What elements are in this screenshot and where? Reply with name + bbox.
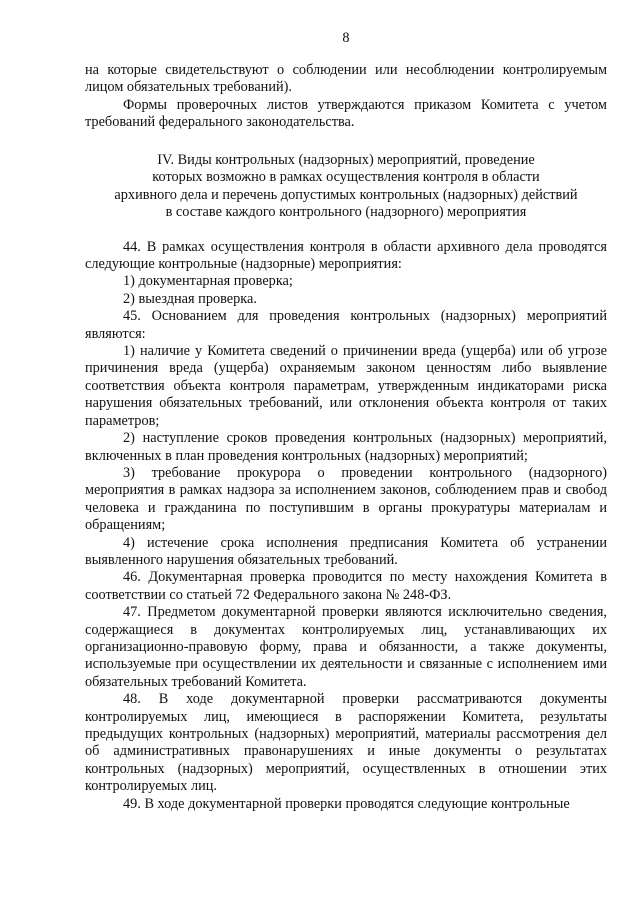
list-item-45-4: 4) истечение срока исполнения предписания Комитета об устранении выявленного нарушения обязательных требований.	[85, 534, 607, 568]
list-item-44-1: 1) документарная проверка;	[123, 273, 293, 290]
section-heading	[85, 152, 607, 222]
paragraph-46: 46. Документарная проверка проводится по месту нахождения Комитета в соответствии со статьей 72 Федерального закона № 248-ФЗ.	[85, 569, 607, 603]
list-item-45-2: 2) наступление сроков проведения контрольных (надзорных) мероприятий, включенных в план проведения контрольных (надзорных) мероприятий;	[85, 430, 607, 464]
intro-paragraph-continued: на которые свидетельствуют о соблюдении или несоблюдении контролируемым лицом обязательных требований).	[85, 62, 607, 96]
section-heading-line: архивного дела и перечень допустимых контрольных (надзорных) действий	[114, 186, 578, 203]
list-item-44-2: 2) выездная проверка.	[123, 290, 257, 307]
paragraph-44: 44. В рамках осуществления контроля в области архивного дела проводятся следующие контрольные (надзорные) мероприятия:	[85, 238, 607, 273]
section-heading-line: IV. Виды контрольных (надзорных) мероприятий, проведение	[157, 151, 535, 168]
page-number: 8	[342, 30, 350, 46]
list-item-45-3: 3) требование прокурора о проведении контрольного (надзорного) мероприятия в рамках надзора за исполнением законов, соблюдением прав и свобод человека и гражданина по поступившим в органы прокуратуры материалам и обращениям;	[85, 464, 607, 534]
paragraph-45: 45. Основанием для проведения контрольных (надзорных) мероприятий являются:	[85, 308, 607, 342]
paragraph-49: 49. В ходе документарной проверки проводятся следующие контрольные	[123, 795, 570, 812]
section-heading-line: в составе каждого контрольного (надзорного) мероприятия	[165, 204, 527, 221]
section-heading-line: которых возможно в рамках осуществления контроля в области	[152, 169, 540, 186]
paragraph-48: 48. В ходе документарной проверки рассматриваются документы контролируемых лиц, имеющиеся в распоряжении Комитета, результаты предыдущих контрольных (надзорных) мероприятий, материалы рассмотрения дел об административных правонарушениях и иные документы о результатах контрольных (надзорных) мероприятий, осуществленных в отношении этих контролируемых лиц.	[85, 691, 607, 795]
paragraph-47: 47. Предметом документарной проверки являются исключительно сведения, содержащиеся в документах контролируемых лиц, устанавливающих их организационно-правовую форму, права и обязанности, а также документы, используемые при осуществлении их деятельности и связанные с исполнением ими обязательных требований Комитета.	[85, 604, 607, 690]
list-item-45-1: 1) наличие у Комитета сведений о причинении вреда (ущерба) или об угрозе причинения вреда (ущерба) охраняемым законом ценностям либо выявление соответствия объекта контроля параметрам, утвержденным индикаторами риска нарушения обязательных требований, или отклонения объекта контроля от таких параметров;	[85, 343, 607, 429]
intro-paragraph-forms: Формы проверочных листов утверждаются приказом Комитета с учетом требований федерального законодательства.	[85, 96, 607, 131]
